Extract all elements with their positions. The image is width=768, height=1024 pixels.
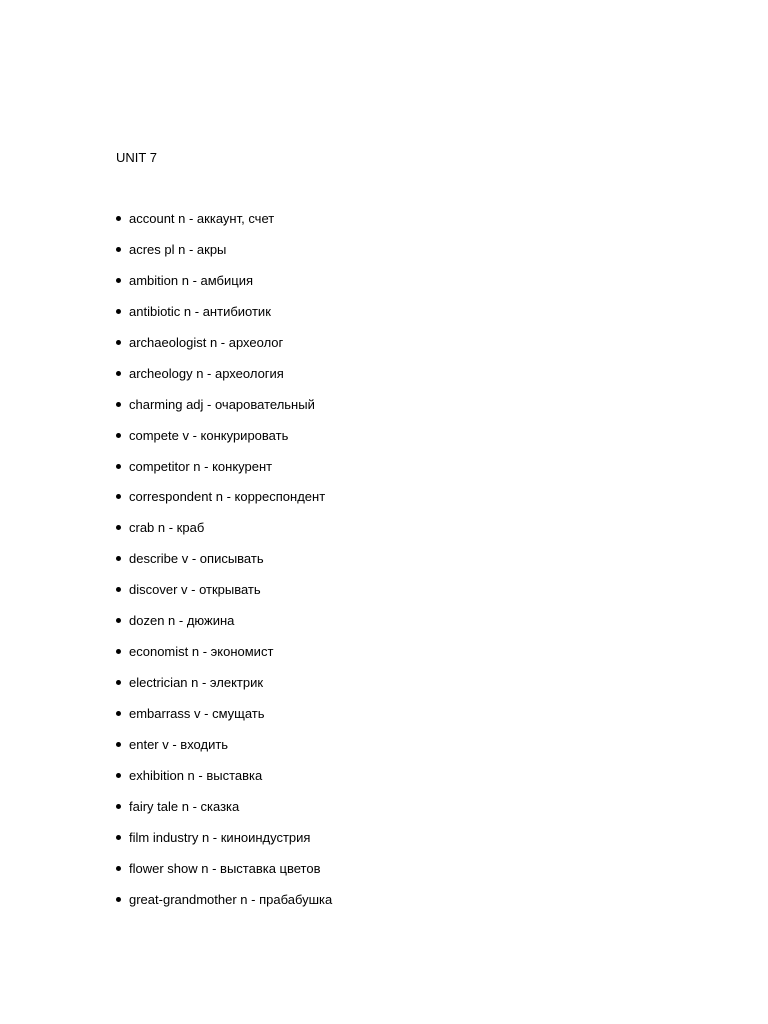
bullet-dot-icon: [116, 371, 121, 376]
vocab-entry-text: acres pl n - акры: [129, 241, 227, 257]
list-item: [114, 736, 714, 767]
vocab-entry-text: correspondent n - корреспондент: [129, 489, 326, 505]
bullet-dot-icon: [116, 742, 121, 747]
bullet-dot-icon: [116, 649, 121, 654]
list-item: [114, 612, 714, 643]
bullet-dot-icon: [116, 711, 121, 716]
vocab-entry-text: exhibition n - выставка: [129, 767, 263, 783]
bullet-dot-icon: [116, 494, 121, 499]
list-item: [114, 581, 714, 612]
vocab-entry-text: antibiotic n - антибиотик: [129, 303, 271, 319]
list-item: [114, 334, 714, 365]
list-item: [114, 705, 714, 736]
bullet-dot-icon: [116, 278, 121, 283]
list-item: [114, 241, 714, 272]
list-item: [114, 427, 714, 458]
vocab-entry-text: discover v - открывать: [129, 582, 261, 598]
bullet-dot-icon: [116, 402, 121, 407]
bullet-dot-icon: [116, 897, 121, 902]
list-item: [114, 272, 714, 303]
bullet-dot-icon: [116, 216, 121, 221]
vocab-entry-text: competitor n - конкурент: [129, 458, 273, 474]
list-item: [114, 829, 714, 860]
vocab-entry-text: charming adj - очаровательный: [129, 396, 315, 412]
list-item: [114, 303, 714, 334]
vocab-entry-text: flower show n - выставка цветов: [129, 860, 321, 876]
vocab-entry-text: describe v - описывать: [129, 551, 264, 567]
list-item: [114, 458, 714, 489]
bullet-dot-icon: [116, 618, 121, 623]
bullet-dot-icon: [116, 464, 121, 469]
bullet-dot-icon: [116, 835, 121, 840]
vocabulary-list: [114, 210, 714, 922]
vocab-entry-text: crab n - краб: [129, 520, 205, 536]
vocab-entry-text: compete v - конкурировать: [129, 427, 289, 443]
list-item: [114, 519, 714, 550]
bullet-dot-icon: [116, 433, 121, 438]
vocab-entry-text: film industry n - киноиндустрия: [129, 829, 311, 845]
vocab-entry-text: account n - аккаунт, счет: [129, 211, 275, 226]
bullet-dot-icon: [116, 773, 121, 778]
bullet-dot-icon: [116, 340, 121, 345]
vocab-entry-text: great-grandmother n - прабабушка: [129, 891, 333, 907]
list-item: [114, 643, 714, 674]
list-item: [114, 674, 714, 705]
bullet-dot-icon: [116, 525, 121, 530]
list-item: [114, 767, 714, 798]
bullet-dot-icon: [116, 804, 121, 809]
list-item: [114, 798, 714, 829]
vocab-entry-text: dozen n - дюжина: [129, 613, 235, 629]
list-item: [114, 210, 714, 241]
vocab-entry-text: fairy tale n - сказка: [129, 798, 240, 814]
bullet-dot-icon: [116, 587, 121, 592]
unit-heading: UNIT 7: [116, 150, 157, 165]
vocab-entry-text: enter v - входить: [129, 736, 229, 752]
list-item: [114, 396, 714, 427]
vocab-entry-text: embarrass v - смущать: [129, 706, 265, 721]
list-item: [114, 860, 714, 891]
bullet-dot-icon: [116, 680, 121, 685]
bullet-dot-icon: [116, 309, 121, 314]
list-item: [114, 550, 714, 581]
bullet-dot-icon: [116, 556, 121, 561]
list-item: [114, 891, 714, 922]
vocab-entry-text: economist n - экономист: [129, 644, 274, 660]
vocab-entry-text: archaeologist n - археолог: [129, 334, 284, 350]
bullet-dot-icon: [116, 866, 121, 871]
list-item: [114, 488, 714, 519]
vocab-entry-text: electrician n - электрик: [129, 675, 264, 691]
vocab-entry-text: ambition n - амбиция: [129, 272, 254, 288]
list-item: [114, 365, 714, 396]
vocab-entry-text: archeology n - археология: [129, 365, 284, 381]
bullet-dot-icon: [116, 247, 121, 252]
